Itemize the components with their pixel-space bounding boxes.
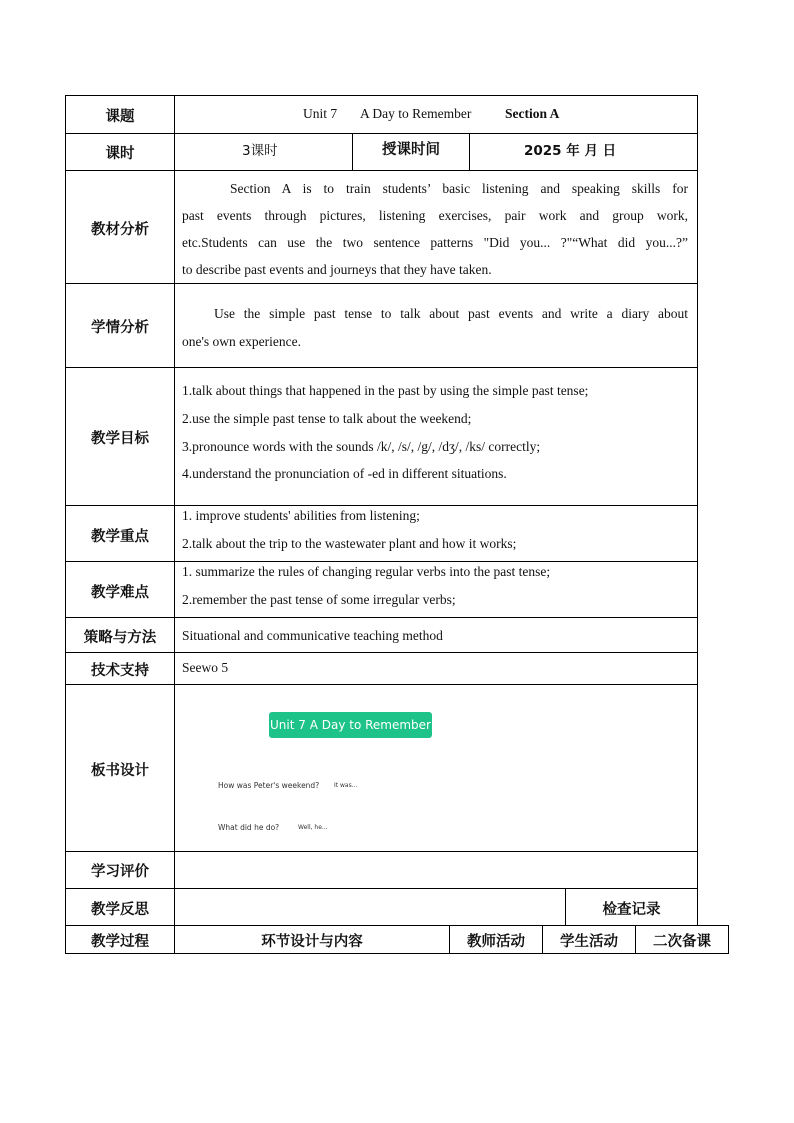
row-divider <box>65 925 729 926</box>
row-divider <box>65 851 698 852</box>
difficulty-item: 1. summarize the rules of changing regular verbs into the past tense; <box>182 564 551 579</box>
hours-label: 课时 <box>105 146 135 162</box>
strategy-value: Situational and communicative teaching method <box>182 628 443 643</box>
topic-unit: Unit 7 <box>303 106 338 121</box>
material-line: etc.Students can use the two sentence patterns "Did you... ?"“What did you...?” <box>182 235 688 250</box>
process-label: 教学过程 <box>91 934 149 950</box>
table-border-top <box>65 95 698 96</box>
evaluation-label: 学习评价 <box>91 864 149 880</box>
objective-item: 3.pronounce words with the sounds /k/, /s/, /g/, /dʒ/, /ks/ correctly; <box>182 439 541 454</box>
row-divider <box>65 684 698 685</box>
board-question: What did he do? <box>218 823 280 832</box>
learners-label: 学情分析 <box>91 320 149 336</box>
process-col-content: 环节设计与内容 <box>261 934 363 950</box>
board-answer: Well, he... <box>298 824 328 831</box>
objectives-label: 教学目标 <box>91 431 149 447</box>
objective-item: 1.talk about things that happened in the past by using the simple past tense; <box>182 383 589 398</box>
row-divider <box>65 561 698 562</box>
row-divider <box>65 505 698 506</box>
key-points-label: 教学重点 <box>91 529 149 545</box>
material-line: Section A is to train students’ basic listening and speaking skills for <box>230 181 688 196</box>
check-record-label: 检查记录 <box>602 902 661 918</box>
board-label: 板书设计 <box>91 763 149 779</box>
material-line: to describe past events and journeys that they have taken. <box>182 262 492 277</box>
strategy-label: 策略与方法 <box>83 630 157 646</box>
table-border-right <box>697 95 698 925</box>
row-divider <box>65 888 698 889</box>
material-line: past events through pictures, listening exercises, pair work and group work, <box>182 208 688 223</box>
process-col-student: 学生活动 <box>560 934 618 950</box>
learners-line: Use the simple past tense to talk about past events and write a diary about <box>214 306 688 321</box>
row-divider <box>65 617 698 618</box>
tech-label: 技术支持 <box>91 663 149 679</box>
reflection-label: 教学反思 <box>91 902 149 918</box>
topic-title: A Day to Remember <box>360 106 472 121</box>
topic-section: Section A <box>505 106 560 121</box>
difficulty-item: 2.remember the past tense of some irregular verbs; <box>182 592 456 607</box>
row-divider <box>65 652 698 653</box>
topic-label: 课题 <box>105 109 135 125</box>
row-divider <box>65 283 698 284</box>
process-col-revision: 二次备课 <box>653 934 711 950</box>
learners-line: one's own experience. <box>182 334 302 349</box>
difficulties-label: 教学难点 <box>91 585 149 601</box>
objective-item: 4.understand the pronunciation of -ed in different situations. <box>182 466 507 481</box>
hours-value: 3课时 <box>242 143 278 159</box>
board-answer: It was... <box>334 782 358 789</box>
key-point-item: 1. improve students' abilities from listening; <box>182 508 420 523</box>
process-col-teacher: 教师活动 <box>467 934 525 950</box>
class-time-value: 2025 年 月 日 <box>524 143 617 159</box>
key-point-item: 2.talk about the trip to the wastewater plant and how it works; <box>182 536 517 551</box>
material-label: 教材分析 <box>91 222 149 238</box>
class-time-label: 授课时间 <box>382 142 440 158</box>
row-divider <box>65 367 698 368</box>
row-divider <box>65 170 698 171</box>
row-divider <box>65 133 698 134</box>
board-question: How was Peter's weekend? <box>218 781 320 790</box>
board-title-banner: Unit 7 A Day to Remember <box>269 712 432 738</box>
table-border-bottom <box>65 953 729 954</box>
tech-value: Seewo 5 <box>182 660 229 675</box>
objective-item: 2.use the simple past tense to talk about the weekend; <box>182 411 472 426</box>
